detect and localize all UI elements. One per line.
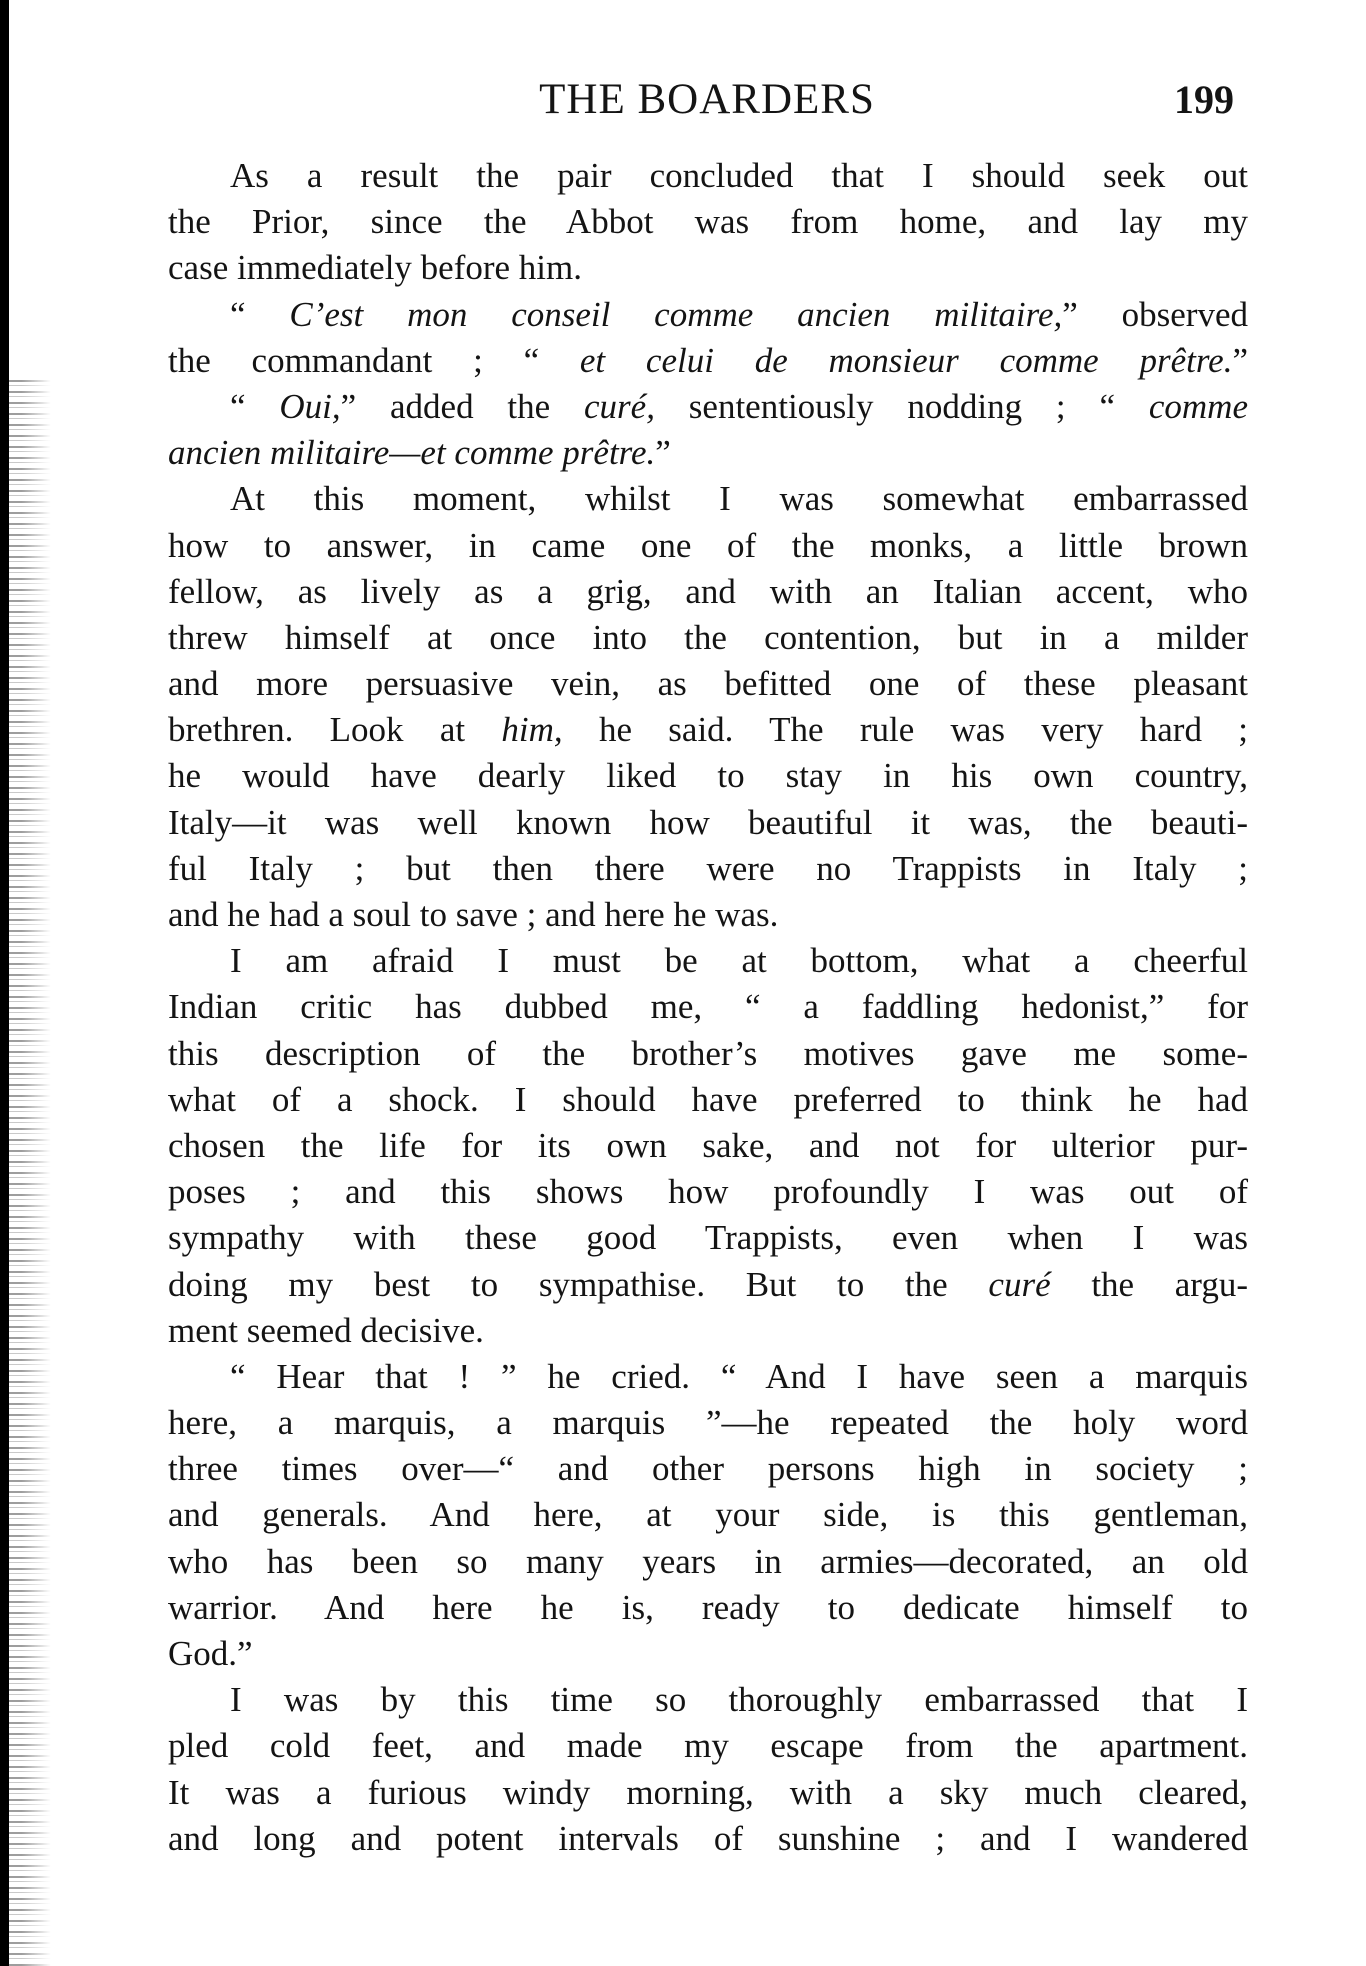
italic-text: curé [988, 1264, 1051, 1304]
text-line [168, 892, 1248, 938]
text-run: warrior. And here he is, ready to dedicate himself to [168, 1587, 1248, 1627]
text-line [168, 707, 1248, 753]
text-line [168, 1631, 1248, 1677]
text-line [168, 1539, 1248, 1585]
text-run: and generals. And here, at your side, is this gentleman, [168, 1495, 1248, 1535]
text-line [168, 1492, 1248, 1538]
text-run: the Prior, since the Abbot was from home, and lay my [168, 202, 1248, 242]
italic-text: comme [1148, 386, 1248, 426]
text-run: ” [655, 433, 671, 473]
text-line [168, 292, 1248, 338]
text-line [168, 846, 1248, 892]
text-run: brethren. Look at [168, 710, 502, 750]
italic-text: Oui, [279, 386, 341, 426]
text-line [168, 1400, 1248, 1446]
text-run: he would have dearly liked to stay in his own country, [168, 756, 1248, 796]
text-run: It was a furious windy morning, with a sky much cleared, [168, 1772, 1248, 1812]
text-run: case immediately before him. [168, 248, 583, 288]
text-run: doing my best to sympathise. But to the [168, 1264, 989, 1304]
text-line [168, 661, 1248, 707]
italic-text: et celui de monsieur comme prêtre. [579, 340, 1233, 380]
text-run: “ [230, 386, 280, 426]
text-line [168, 1262, 1248, 1308]
text-line [168, 384, 1248, 430]
text-line [168, 1169, 1248, 1215]
text-line [168, 199, 1248, 245]
body-text [168, 153, 1248, 1862]
text-run: As a result the pair concluded that I should seek out [230, 156, 1248, 195]
chapter-title: THE BOARDERS [539, 76, 875, 123]
text-line [168, 1123, 1248, 1169]
italic-text: him, [501, 710, 563, 750]
text-line [168, 1677, 1248, 1723]
text-line [168, 523, 1248, 569]
text-line [168, 338, 1248, 384]
text-line [168, 615, 1248, 661]
text-line [168, 1215, 1248, 1261]
text-run: “ Hear that ! ” he cried. “ And I have seen a marquis [230, 1356, 1248, 1396]
text-line [168, 753, 1248, 799]
text-run: how to answer, in came one of the monks, a little brown [168, 525, 1248, 565]
text-line [168, 153, 1248, 199]
text-run: sententiously nodding ; “ [654, 386, 1149, 426]
text-line [168, 1308, 1248, 1354]
text-line [168, 1816, 1248, 1862]
italic-text: ancien militaire—et comme prêtre. [168, 433, 656, 473]
book-binding-edge [0, 0, 9, 1966]
text-run: this description of the brother’s motives gave me some- [168, 1033, 1248, 1073]
running-head [168, 72, 1246, 128]
text-line [168, 1354, 1248, 1400]
text-run: chosen the life for its own sake, and not for ulterior pur- [168, 1125, 1248, 1165]
text-run: ” added the [340, 386, 585, 426]
text-line [168, 245, 1248, 291]
text-run: fellow, as lively as a grig, and with an Italian accent, who [168, 571, 1248, 611]
text-run: pled cold feet, and made my escape from the apartment. [168, 1726, 1248, 1766]
text-line [168, 1770, 1248, 1816]
text-run: I am afraid I must be at bottom, what a cheerful [230, 941, 1248, 981]
text-line [168, 1446, 1248, 1492]
text-run: he said. The rule was very hard ; [562, 710, 1248, 750]
italic-text: curé, [584, 386, 655, 426]
text-run: ment seemed decisive. [168, 1310, 484, 1350]
text-run: threw himself at once into the contention, but in a milder [168, 617, 1248, 657]
text-run: and more persuasive vein, as befitted one of these pleasant [168, 664, 1248, 704]
text-run: ” observed [1062, 294, 1248, 334]
text-line [168, 800, 1248, 846]
text-line [168, 984, 1248, 1030]
text-line [168, 430, 1248, 476]
text-line [168, 1031, 1248, 1077]
text-run: God.” [168, 1634, 253, 1673]
italic-text: C’est mon conseil comme ancien militaire, [289, 294, 1063, 334]
text-run: ” [1232, 340, 1248, 380]
text-run: and long and potent intervals of sunshine ; and I wandered [168, 1818, 1248, 1858]
text-run: sympathy with these good Trappists, even when I was [168, 1218, 1248, 1258]
text-run: here, a marquis, a marquis ”—he repeated the holy word [168, 1403, 1248, 1443]
text-line [168, 1077, 1248, 1123]
text-line [168, 476, 1248, 522]
text-line [168, 938, 1248, 984]
page-gutter-shadow [9, 380, 51, 1966]
page-number: 199 [1174, 77, 1234, 122]
text-run: the argu- [1050, 1264, 1248, 1304]
text-run: “ [230, 294, 290, 334]
text-run: and he had a soul to save ; and here he was. [168, 895, 779, 934]
text-line [168, 1723, 1248, 1769]
text-run: what of a shock. I should have preferred to think he had [168, 1079, 1248, 1119]
text-run: At this moment, whilst I was somewhat embarrassed [230, 479, 1248, 519]
text-run: three times over—“ and other persons high in society ; [168, 1449, 1248, 1489]
text-run: I was by this time so thoroughly embarrassed that I [230, 1680, 1248, 1720]
text-run: Italy—it was well known how beautiful it was, the beauti- [168, 802, 1248, 842]
text-run: who has been so many years in armies—decorated, an old [168, 1541, 1248, 1581]
text-line [168, 1585, 1248, 1631]
text-line [168, 569, 1248, 615]
text-run: Indian critic has dubbed me, “ a faddling hedonist,” for [168, 987, 1248, 1027]
text-run: the commandant ; “ [168, 340, 580, 380]
text-run: ful Italy ; but then there were no Trappists in Italy ; [168, 848, 1248, 888]
text-run: poses ; and this shows how profoundly I was out of [168, 1172, 1248, 1212]
